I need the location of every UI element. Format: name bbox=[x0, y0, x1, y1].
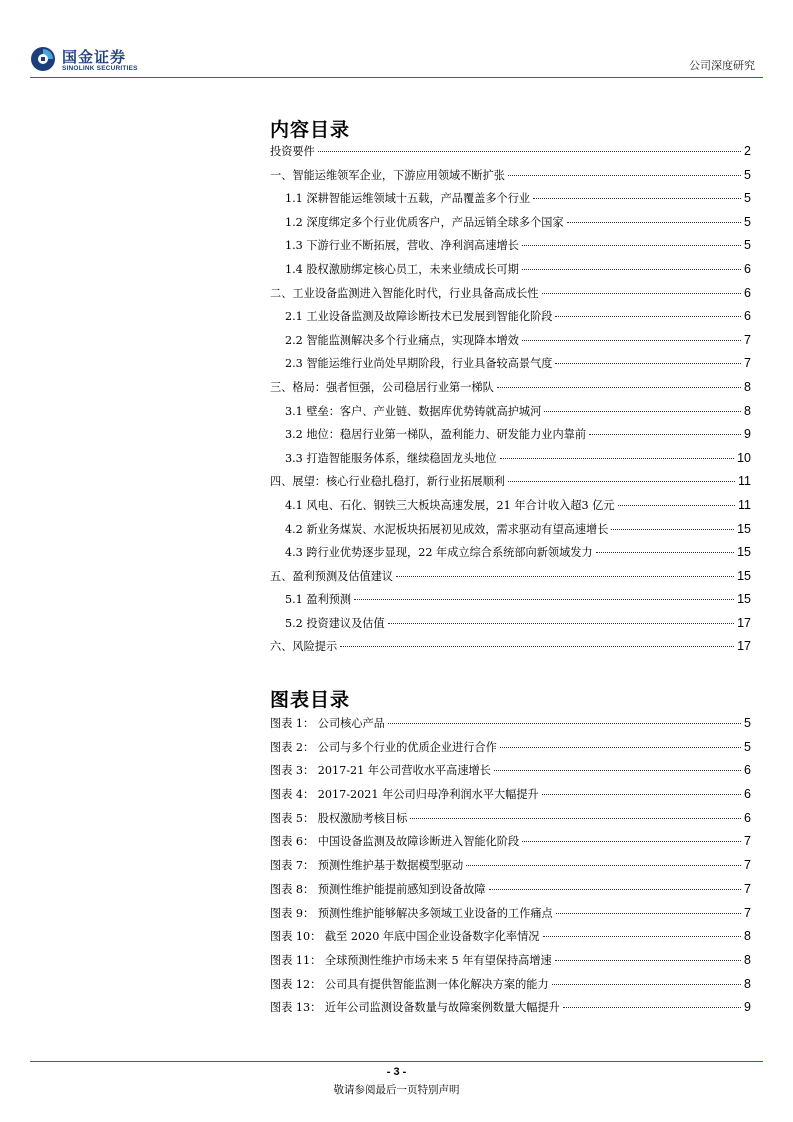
toc-entry-label: 图表 7： 预测性维护基于数据模型驱动 bbox=[270, 859, 464, 873]
toc-entry-page: 8 bbox=[744, 379, 751, 394]
toc-entry-page: 5 bbox=[744, 191, 751, 206]
toc-entry-page: 11 bbox=[738, 497, 751, 512]
toc-entry[interactable] bbox=[270, 214, 751, 238]
toc-entry-page: 10 bbox=[737, 450, 751, 465]
toc-entry-page: 6 bbox=[744, 309, 751, 324]
toc-entry-label: 图表 6： 中国设备监测及故障诊断进入智能化阶段 bbox=[270, 835, 520, 849]
toc-entry[interactable] bbox=[270, 167, 751, 191]
toc-entry-label: 2.3 智能运维行业尚处早期阶段，行业具备较高景气度 bbox=[285, 357, 553, 371]
toc-entry-page: 5 bbox=[744, 214, 751, 229]
toc-leader-dots bbox=[494, 770, 741, 771]
page-number: - 3 - bbox=[386, 1066, 407, 1078]
toc-entry[interactable] bbox=[270, 857, 751, 881]
toc-entry[interactable] bbox=[270, 615, 751, 639]
toc-entry-label: 5.2 投资建议及估值 bbox=[285, 616, 385, 630]
toc-entry[interactable] bbox=[270, 762, 751, 786]
toc-entry-page: 15 bbox=[737, 592, 751, 607]
toc-leader-dots bbox=[555, 960, 741, 961]
footer-divider bbox=[30, 1061, 763, 1062]
toc-leader-dots bbox=[522, 340, 741, 341]
toc-entry[interactable] bbox=[270, 976, 751, 1000]
toc-leader-dots bbox=[388, 723, 741, 724]
toc-leader-dots bbox=[497, 387, 741, 388]
toc-leader-dots bbox=[410, 818, 741, 819]
sinolink-logo-icon bbox=[30, 46, 56, 72]
toc-entry-label: 二、工业设备监测进入智能化时代，行业具备高成长性 bbox=[270, 286, 539, 300]
toc-leader-dots bbox=[552, 984, 741, 985]
toc-leader-dots bbox=[618, 505, 736, 506]
toc-leader-dots bbox=[544, 411, 741, 412]
toc-entry-label: 图表 5： 股权激励考核目标 bbox=[270, 811, 408, 825]
toc-leader-dots bbox=[542, 293, 742, 294]
toc-entry-label: 五、盈利预测及估值建议 bbox=[270, 569, 394, 583]
toc-entry-page: 11 bbox=[738, 474, 751, 489]
toc-entry[interactable] bbox=[270, 715, 751, 739]
toc-leader-dots bbox=[542, 794, 741, 795]
toc-leader-dots bbox=[318, 151, 741, 152]
toc-entry-label: 图表 13： 近年公司监测设备数量与故障案例数量大幅提升 bbox=[270, 1001, 560, 1015]
toc-entry-label: 3.2 地位：稳居行业第一梯队，盈利能力、研发能力业内靠前 bbox=[285, 428, 587, 442]
toc-entry[interactable] bbox=[270, 739, 751, 763]
toc-entry-label: 1.4 股权激励绑定核心员工，未来业绩成长可期 bbox=[285, 262, 519, 276]
brand-name-cn: 国金证券 bbox=[62, 48, 127, 66]
disclaimer-text: 敬请参阅最后一页特别声明 bbox=[333, 1084, 460, 1096]
toc-entry-label: 图表 2： 公司与多个行业的优质企业进行合作 bbox=[270, 740, 497, 754]
toc-entry-page: 9 bbox=[744, 1000, 751, 1015]
toc-entry[interactable] bbox=[270, 355, 751, 379]
toc-entry-page: 5 bbox=[744, 167, 751, 182]
toc-entry-page: 2 bbox=[744, 144, 751, 158]
toc-entry-label: 图表 1： 公司核心产品 bbox=[270, 717, 385, 730]
toc-leader-dots bbox=[543, 936, 742, 937]
toc-leader-dots bbox=[556, 913, 741, 914]
toc-entry-page: 6 bbox=[744, 810, 751, 825]
figures-title: 图表目录 bbox=[270, 689, 351, 711]
brand-name-en: SINOLINK SECURITIES bbox=[62, 65, 138, 72]
toc-entry[interactable] bbox=[270, 473, 751, 497]
toc-entry[interactable] bbox=[270, 568, 751, 592]
toc-entry[interactable] bbox=[270, 285, 751, 309]
toc-entry-label: 1.1 深耕智能运维领域十五载，产品覆盖多个行业 bbox=[285, 192, 531, 206]
toc-entry-page: 7 bbox=[744, 858, 751, 873]
toc-entry[interactable] bbox=[270, 786, 751, 810]
toc-entry-page: 5 bbox=[744, 739, 751, 754]
toc-entry-label: 图表 3： 2017-21 年公司营收水平高速增长 bbox=[270, 764, 491, 778]
toc-leader-dots bbox=[500, 747, 741, 748]
toc-entry-label: 1.2 深度绑定多个行业优质客户，产品远销全球多个国家 bbox=[285, 215, 564, 229]
toc-leader-dots bbox=[522, 841, 741, 842]
toc-entry-page: 7 bbox=[744, 881, 751, 896]
toc-entry[interactable] bbox=[270, 426, 751, 450]
toc-entry-page: 15 bbox=[737, 521, 751, 536]
toc-leader-dots bbox=[596, 552, 734, 553]
toc-entry-label: 三、格局：强者恒强，公司稳居行业第一梯队 bbox=[270, 380, 494, 394]
toc-entry[interactable] bbox=[270, 810, 751, 834]
brand-logo bbox=[30, 46, 230, 76]
toc-entry-page: 9 bbox=[744, 427, 751, 442]
toc-entry[interactable] bbox=[270, 928, 751, 952]
toc-entry-page: 7 bbox=[744, 356, 751, 371]
toc-leader-dots bbox=[489, 889, 741, 890]
toc-entry-page: 8 bbox=[744, 976, 751, 991]
toc-entry[interactable] bbox=[270, 638, 751, 662]
toc-leader-dots bbox=[533, 198, 741, 199]
toc-entry[interactable] bbox=[270, 833, 751, 857]
toc-leader-dots bbox=[340, 646, 734, 647]
toc-entry-page: 8 bbox=[744, 403, 751, 418]
toc-leader-dots bbox=[354, 599, 734, 600]
toc-entry[interactable] bbox=[270, 190, 751, 214]
toc-leader-dots bbox=[563, 1007, 741, 1008]
toc-entry-page: 7 bbox=[744, 332, 751, 347]
toc-entry-page: 8 bbox=[744, 929, 751, 944]
toc-entry[interactable] bbox=[270, 403, 751, 427]
toc-entry[interactable] bbox=[270, 237, 751, 261]
toc-leader-dots bbox=[466, 865, 741, 866]
toc-entry-label: 图表 10： 截至 2020 年底中国企业设备数字化率情况 bbox=[270, 930, 540, 944]
toc-leader-dots bbox=[611, 529, 734, 530]
toc-leader-dots bbox=[522, 269, 741, 270]
report-type-label: 公司深度研究 bbox=[689, 59, 755, 72]
toc-entry-label: 一、智能运维领军企业，下游应用领域不断扩张 bbox=[270, 168, 505, 182]
toc-entry-page: 6 bbox=[744, 261, 751, 276]
toc-entry[interactable] bbox=[270, 905, 751, 929]
contents-title: 内容目录 bbox=[270, 119, 351, 141]
toc-entry-label: 图表 8： 预测性维护能提前感知到设备故障 bbox=[270, 882, 486, 896]
figures-list bbox=[270, 715, 751, 1023]
toc-entry-page: 8 bbox=[744, 952, 751, 967]
toc-entry-label: 4.3 跨行业优势逐步显现，22 年成立综合系统部向新领域发力 bbox=[285, 546, 593, 560]
toc-entry-page: 6 bbox=[744, 787, 751, 802]
toc-entry-label: 2.2 智能监测解决多个行业痛点，实现降本增效 bbox=[285, 333, 519, 347]
toc-entry[interactable] bbox=[270, 332, 751, 356]
toc-entry-page: 17 bbox=[737, 639, 751, 654]
toc-entry[interactable] bbox=[270, 379, 751, 403]
toc-entry-label: 投资要件 bbox=[270, 145, 315, 158]
toc-entry-page: 7 bbox=[744, 834, 751, 849]
toc-entry-label: 1.3 下游行业不断拓展，营收、净利润高速增长 bbox=[285, 239, 519, 253]
toc-entry-page: 17 bbox=[737, 615, 751, 630]
toc-entry[interactable] bbox=[270, 497, 751, 521]
toc-entry-label: 六、风险提示 bbox=[270, 640, 338, 654]
toc-entry-label: 5.1 盈利预测 bbox=[285, 593, 352, 607]
toc-entry-label: 4.2 新业务煤炭、水泥板块拓展初见成效，需求驱动有望高速增长 bbox=[285, 522, 609, 536]
toc-entry[interactable] bbox=[270, 544, 751, 568]
toc-entry-page: 6 bbox=[744, 763, 751, 778]
toc-leader-dots bbox=[388, 623, 734, 624]
toc-entry-page: 7 bbox=[744, 905, 751, 920]
toc-entry-label: 图表 9： 预测性维护能够解决多领域工业设备的工作痛点 bbox=[270, 906, 553, 920]
toc-entry-page: 6 bbox=[744, 285, 751, 300]
toc-entry[interactable] bbox=[270, 261, 751, 285]
toc-leader-dots bbox=[555, 316, 741, 317]
toc-leader-dots bbox=[508, 481, 735, 482]
toc-leader-dots bbox=[508, 175, 741, 176]
toc-leader-dots bbox=[522, 245, 741, 246]
toc-entry[interactable] bbox=[270, 450, 751, 474]
contents-list bbox=[270, 143, 751, 662]
toc-leader-dots bbox=[567, 222, 741, 223]
toc-entry-page: 5 bbox=[744, 716, 751, 730]
toc-entry-label: 图表 4： 2017-2021 年公司归母净利润水平大幅提升 bbox=[270, 788, 539, 802]
toc-entry-page: 15 bbox=[737, 568, 751, 583]
toc-entry-page: 15 bbox=[737, 545, 751, 560]
toc-entry-label: 3.1 壁垒：客户、产业链、数据库优势铸就高护城河 bbox=[285, 404, 542, 418]
toc-entry-label: 2.1 工业设备监测及故障诊断技术已发展到智能化阶段 bbox=[285, 310, 553, 324]
toc-entry[interactable] bbox=[270, 952, 751, 976]
toc-entry-label: 3.3 打造智能服务体系，继续稳固龙头地位 bbox=[285, 451, 497, 465]
toc-leader-dots bbox=[589, 434, 741, 435]
toc-entry[interactable] bbox=[270, 999, 751, 1023]
toc-entry-page: 5 bbox=[744, 238, 751, 253]
header-divider bbox=[30, 77, 763, 78]
toc-entry-label: 四、展望：核心行业稳扎稳打，新行业拓展顺利 bbox=[270, 475, 505, 489]
toc-entry-label: 图表 11： 全球预测性维护市场未来 5 年有望保持高增速 bbox=[270, 953, 552, 967]
toc-entry[interactable] bbox=[270, 143, 751, 167]
toc-entry-label: 图表 12： 公司具有提供智能监测一体化解决方案的能力 bbox=[270, 977, 549, 991]
toc-leader-dots bbox=[500, 458, 735, 459]
toc-entry[interactable] bbox=[270, 521, 751, 545]
toc-entry[interactable] bbox=[270, 881, 751, 905]
toc-leader-dots bbox=[396, 576, 734, 577]
toc-entry[interactable] bbox=[270, 308, 751, 332]
toc-leader-dots bbox=[555, 363, 741, 364]
toc-entry-label: 4.1 风电、石化、钢铁三大板块高速发展，21 年合计收入超3 亿元 bbox=[285, 498, 615, 512]
toc-entry[interactable] bbox=[270, 591, 751, 615]
